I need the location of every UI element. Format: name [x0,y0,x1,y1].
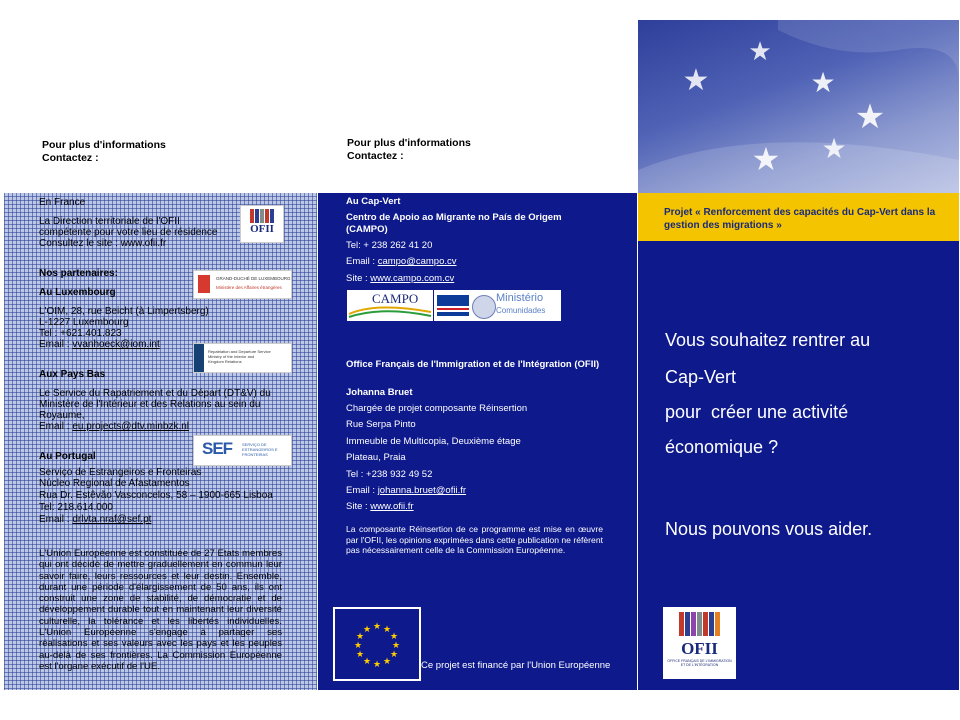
middle-header-line2: Contactez : [347,150,404,162]
nl-line2: Ministère de l'Intérieur et des Relations au sein du [39,399,261,410]
svg-text:★: ★ [372,660,382,670]
question-line2: Cap-Vert [665,367,737,387]
nl-email-link[interactable]: eu.projects@dtv.minbzk.nl [72,421,190,432]
france-line2: compétente pour votre lieu de résidence [39,227,218,238]
ofii-logo-small [240,205,284,243]
nl-email-label: Email : [39,421,73,432]
cv-org: Centro de Apoio ao Migrante no País de Origem (CAMPO) [346,212,562,235]
svg-text:★: ★ [389,650,399,660]
campo-logo-text: CAMPO [372,291,419,306]
pt-title: Au Portugal [39,451,96,462]
ofii-site-row [346,501,414,513]
lux-line1: L'OIM, 28, rue Beicht (à Limpertsberg) [39,306,209,317]
ofii-contact-name: Johanna Bruet [346,387,413,398]
nl-logo-l1: Repatriation and Departure Service [208,349,271,354]
france-title: En France [39,197,86,208]
cv-tel: Tel: + 238 262 41 20 [346,240,433,251]
middle-header-line1: Pour plus d'informations [347,137,471,149]
svg-text:★: ★ [355,632,365,642]
disclaimer: La composante Réinsertion de ce programme est mise en œuvre par l'OFII, les opinions exprimées dans cette publication ne réfèrent pas nécessairement celle de la Commission Européenne. [346,524,603,555]
cv-email-link[interactable]: campo@campo.cv [377,256,457,267]
lux-logo-sub: Ministère des Affaires étrangères [216,285,282,290]
eu-cover-image [638,20,959,193]
ofii-email-label: Email : [346,485,378,496]
cv-site-link[interactable]: www.campo.com.cv [370,273,455,284]
pt-line4: Tel: 218.614.000 [39,502,113,513]
ofii-logo-large-sub: OFFICE FRANÇAIS DE L'IMMIGRATION ET DE L'INTÉGRATION [667,659,732,667]
left-header-line2: Contactez : [42,152,99,164]
ofii-tel: Tel : +238 932 49 52 [346,469,433,480]
ofii-email-row [346,485,466,497]
ofii-email-link[interactable]: johanna.bruet@ofii.fr [377,485,467,496]
cv-title: Au Cap-Vert [346,196,401,207]
cv-site-label: Site : [346,273,371,284]
ofii-people-icon [663,612,736,636]
lux-line3: Tel : +621.401.823 [39,328,122,339]
svg-text:★: ★ [854,97,886,137]
cv-site-row [346,273,454,285]
eu-funded-caption: Ce projet est financé par l'Union Européenne [421,660,611,671]
nl-logo-l2: Ministry of the Interior and [208,354,255,359]
ofii-addr1: Rue Serpa Pinto [346,419,416,430]
ofii-addr2: Immeuble de Multicopia, Deuxième étage [346,436,521,447]
svg-text:★: ★ [355,650,365,660]
nl-logo-l3: Kingdom Relations [208,359,242,364]
cv-email-label: Email : [346,256,378,267]
svg-text:★: ★ [372,622,382,632]
netherlands-logo [193,343,292,373]
svg-text:★: ★ [821,132,847,165]
question-line3: pour créer une activité [665,402,849,422]
partners-title: Nos partenaires: [39,268,118,279]
comunidades-logo-text: Comunidades [496,306,546,315]
eu-stars-icon [335,609,419,679]
lux-email-row [39,339,160,350]
lux-email-link[interactable]: vvanhoeck@iom.int [72,339,160,350]
nl-title: Aux Pays Bas [39,369,106,380]
cape-verde-flag-icon [437,295,469,316]
pt-email-label: Email : [39,514,73,525]
help-message: Nous pouvons vous aider. [665,519,873,539]
middle-header [347,137,471,163]
svg-text:★: ★ [353,641,363,651]
eu-flag-icon [333,607,421,681]
project-title: Projet « Renforcement des capacités du Cap-Vert dans la gestion des migrations » [664,207,936,231]
svg-text:★: ★ [389,632,399,642]
lux-logo-text: GRAND-DUCHÉ DE LUXEMBOURG [216,276,291,281]
svg-text:★: ★ [362,625,372,635]
eu-map-stars-icon [638,20,959,193]
ministry-seal-icon [472,295,496,319]
svg-text:★: ★ [382,625,392,635]
ofii-org: Office Français de l'Immigration et de l'Intégration (OFII) [346,359,600,370]
left-header [42,139,166,165]
eu-description: L'Union Européenne est constituée de 27 Etats membres qui ont décidé de mettre graduellement en commun leur savoir faire, leurs ressources et leur destin. Ensemble, durant une période d'élargissement de 50 ans, ils ont construit une zone de stabilité, de démocratie et de développement durable tout en maintenant leur diversité culturelle, la tolérance et les libertés individuelles. L'Union Européenne s'engage à partager ses réalisations et ses valeurs avec les pays et les peuples au-delà de ses frontières. La Commission Européenne est l'organe exécutif de l'UE. [39,548,282,672]
pt-email-row [39,514,151,525]
svg-text:★: ★ [391,641,401,651]
lux-title: Au Luxembourg [39,287,116,298]
svg-text:★: ★ [362,657,372,667]
sef-logo-sub: SERVIÇO DE ESTRANGEIROS E FRONTEIRAS [242,442,278,457]
campo-logo [347,290,433,321]
lux-email-label: Email : [39,339,73,350]
nl-crest-icon [194,344,204,372]
ofii-contact-role: Chargée de projet composante Réinsertion [346,403,528,414]
ofii-logo-small-text: OFII [250,223,274,235]
pt-line2: Núcleo Regional de Afastamentos [39,478,190,489]
question-line4: économique ? [665,437,779,457]
campo-swoosh-icon [347,290,433,321]
nl-line3: Royaume, [39,410,85,421]
cv-email-row [346,256,457,268]
lux-lion-icon [198,275,210,293]
pt-line1: Serviço de Estrangeiros e Fronteiras [39,467,202,478]
svg-text:★: ★ [748,37,772,67]
svg-text:★: ★ [751,140,781,178]
svg-text:★: ★ [382,657,392,667]
cape-verde-ministry-logo [434,290,561,321]
sef-logo [193,435,292,466]
france-line1: La Direction territoriale de l'OFII [39,216,180,227]
pt-line3: Rua Dr. Estêvão Vasconcelos, 58 – 1900-665 Lisboa [39,490,273,501]
ofii-logo-large-text: OFII [681,639,718,658]
ofii-addr3: Plateau, Praia [346,452,406,463]
question-line1: Vous souhaitez rentrer au [665,330,871,350]
svg-text:★: ★ [682,63,710,98]
project-title-banner [638,193,959,241]
svg-text:★: ★ [810,66,836,99]
ofii-logo-large [663,607,736,679]
ofii-site-link[interactable]: www.ofii.fr [370,501,414,512]
nl-email-row [39,421,189,432]
left-header-line1: Pour plus d'informations [42,139,166,151]
pt-email-link[interactable]: drlvta.nraf@sef.pt [72,514,152,525]
lux-line2: L-1227 Luxembourg [39,317,129,328]
france-line3: Consultez le site : www.ofii.fr [39,238,167,249]
luxembourg-logo [193,270,292,299]
ofii-site-label: Site : [346,501,371,512]
ministerio-logo-text: Ministério [496,292,544,304]
nl-line1: Le Service du Rapatriement et du Départ (DT&V) du [39,388,271,399]
sef-logo-text: SEF [202,439,233,458]
